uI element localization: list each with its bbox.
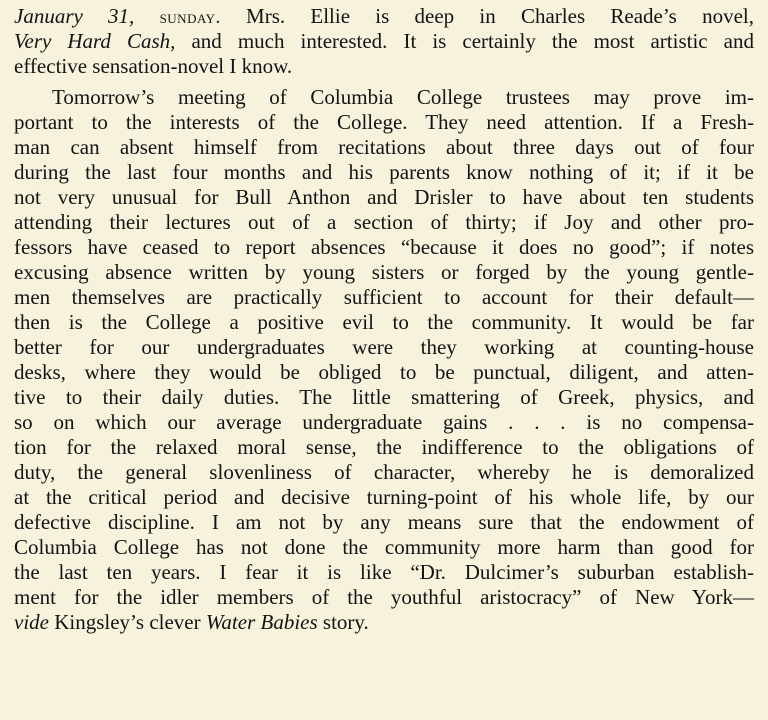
paragraph-2-line: attending their lectures out of a section of thirty; if Joy and other pro- (14, 210, 754, 234)
paragraph-2-line: so on which our average undergraduate gains . . . is no compensa- (14, 410, 754, 434)
paragraph-2-line: duty, the general slovenliness of character, whereby he is demoralized (14, 460, 754, 484)
entry-date: January 31, (14, 4, 135, 28)
paragraph-2-line: the last ten years. I fear it is like “Dr. Dulcimer’s suburban establish- (14, 560, 754, 584)
paragraph-1-line-2 (14, 29, 754, 54)
book-title-very-hard-cash: Very Hard Cash, (14, 29, 176, 53)
paragraph-2-line: then is the College a positive evil to the community. It would be far (14, 310, 754, 334)
latin-vide: vide (14, 610, 49, 634)
paragraph-2-line: men themselves are practically sufficient to account for their default— (14, 285, 754, 309)
final-line-end: story. (322, 610, 369, 634)
paragraph-2-line: excusing absence written by young sisters or forged by the young gentle- (14, 260, 754, 284)
paragraph-2-line: man can absent himself from recitations about three days out of four (14, 135, 754, 159)
paragraph-2-line: portant to the interests of the College. They need attention. If a Fresh- (14, 110, 754, 134)
paragraph-2-line: fessors have ceased to report absences “because it does no good”; if notes (14, 235, 754, 259)
paragraph-1-line-3: effective sensation-novel I know. (14, 54, 293, 78)
entry-heading-line (14, 4, 754, 29)
paragraph-2-line: during the last four months and his parents know nothing of it; if it be (14, 160, 754, 184)
paragraph-2-line: tion for the relaxed moral sense, the indifference to the obligations of (14, 435, 754, 459)
paragraph-1-line-1: Mrs. Ellie is deep in Charles Reade’s novel, (246, 4, 754, 28)
paragraph-2-line: not very unusual for Bull Anthon and Drisler to have about ten students (14, 185, 754, 209)
paragraph-2-line: at the critical period and decisive turning-point of his whole life, by our (14, 485, 754, 509)
paragraph-2-line: Tomorrow’s meeting of Columbia College trustees may prove im- (52, 85, 754, 109)
paragraph-2-line: Columbia College has not done the community more harm than good for (14, 535, 754, 559)
paragraph-1-line-2-text: and much interested. It is certainly the most artistic and (191, 29, 754, 53)
paragraph-2-final-line (14, 610, 754, 635)
paragraph-2-line: tive to their daily duties. The little smattering of Greek, physics, and (14, 385, 754, 409)
book-title-water-babies: Water Babies (205, 610, 318, 634)
paragraph-2-line: better for our undergraduates were they working at counting-house (14, 335, 754, 359)
entry-weekday: sunday. (159, 7, 221, 28)
paragraph-2-line: ment for the idler members of the youthful aristocracy” of New York— (14, 585, 754, 609)
final-line-middle: Kingsley’s clever (54, 610, 201, 634)
paragraph-2-line: desks, where they would be obliged to be punctual, diligent, and atten- (14, 360, 754, 384)
paragraph-2-line: defective discipline. I am not by any means sure that the endowment of (14, 510, 754, 534)
